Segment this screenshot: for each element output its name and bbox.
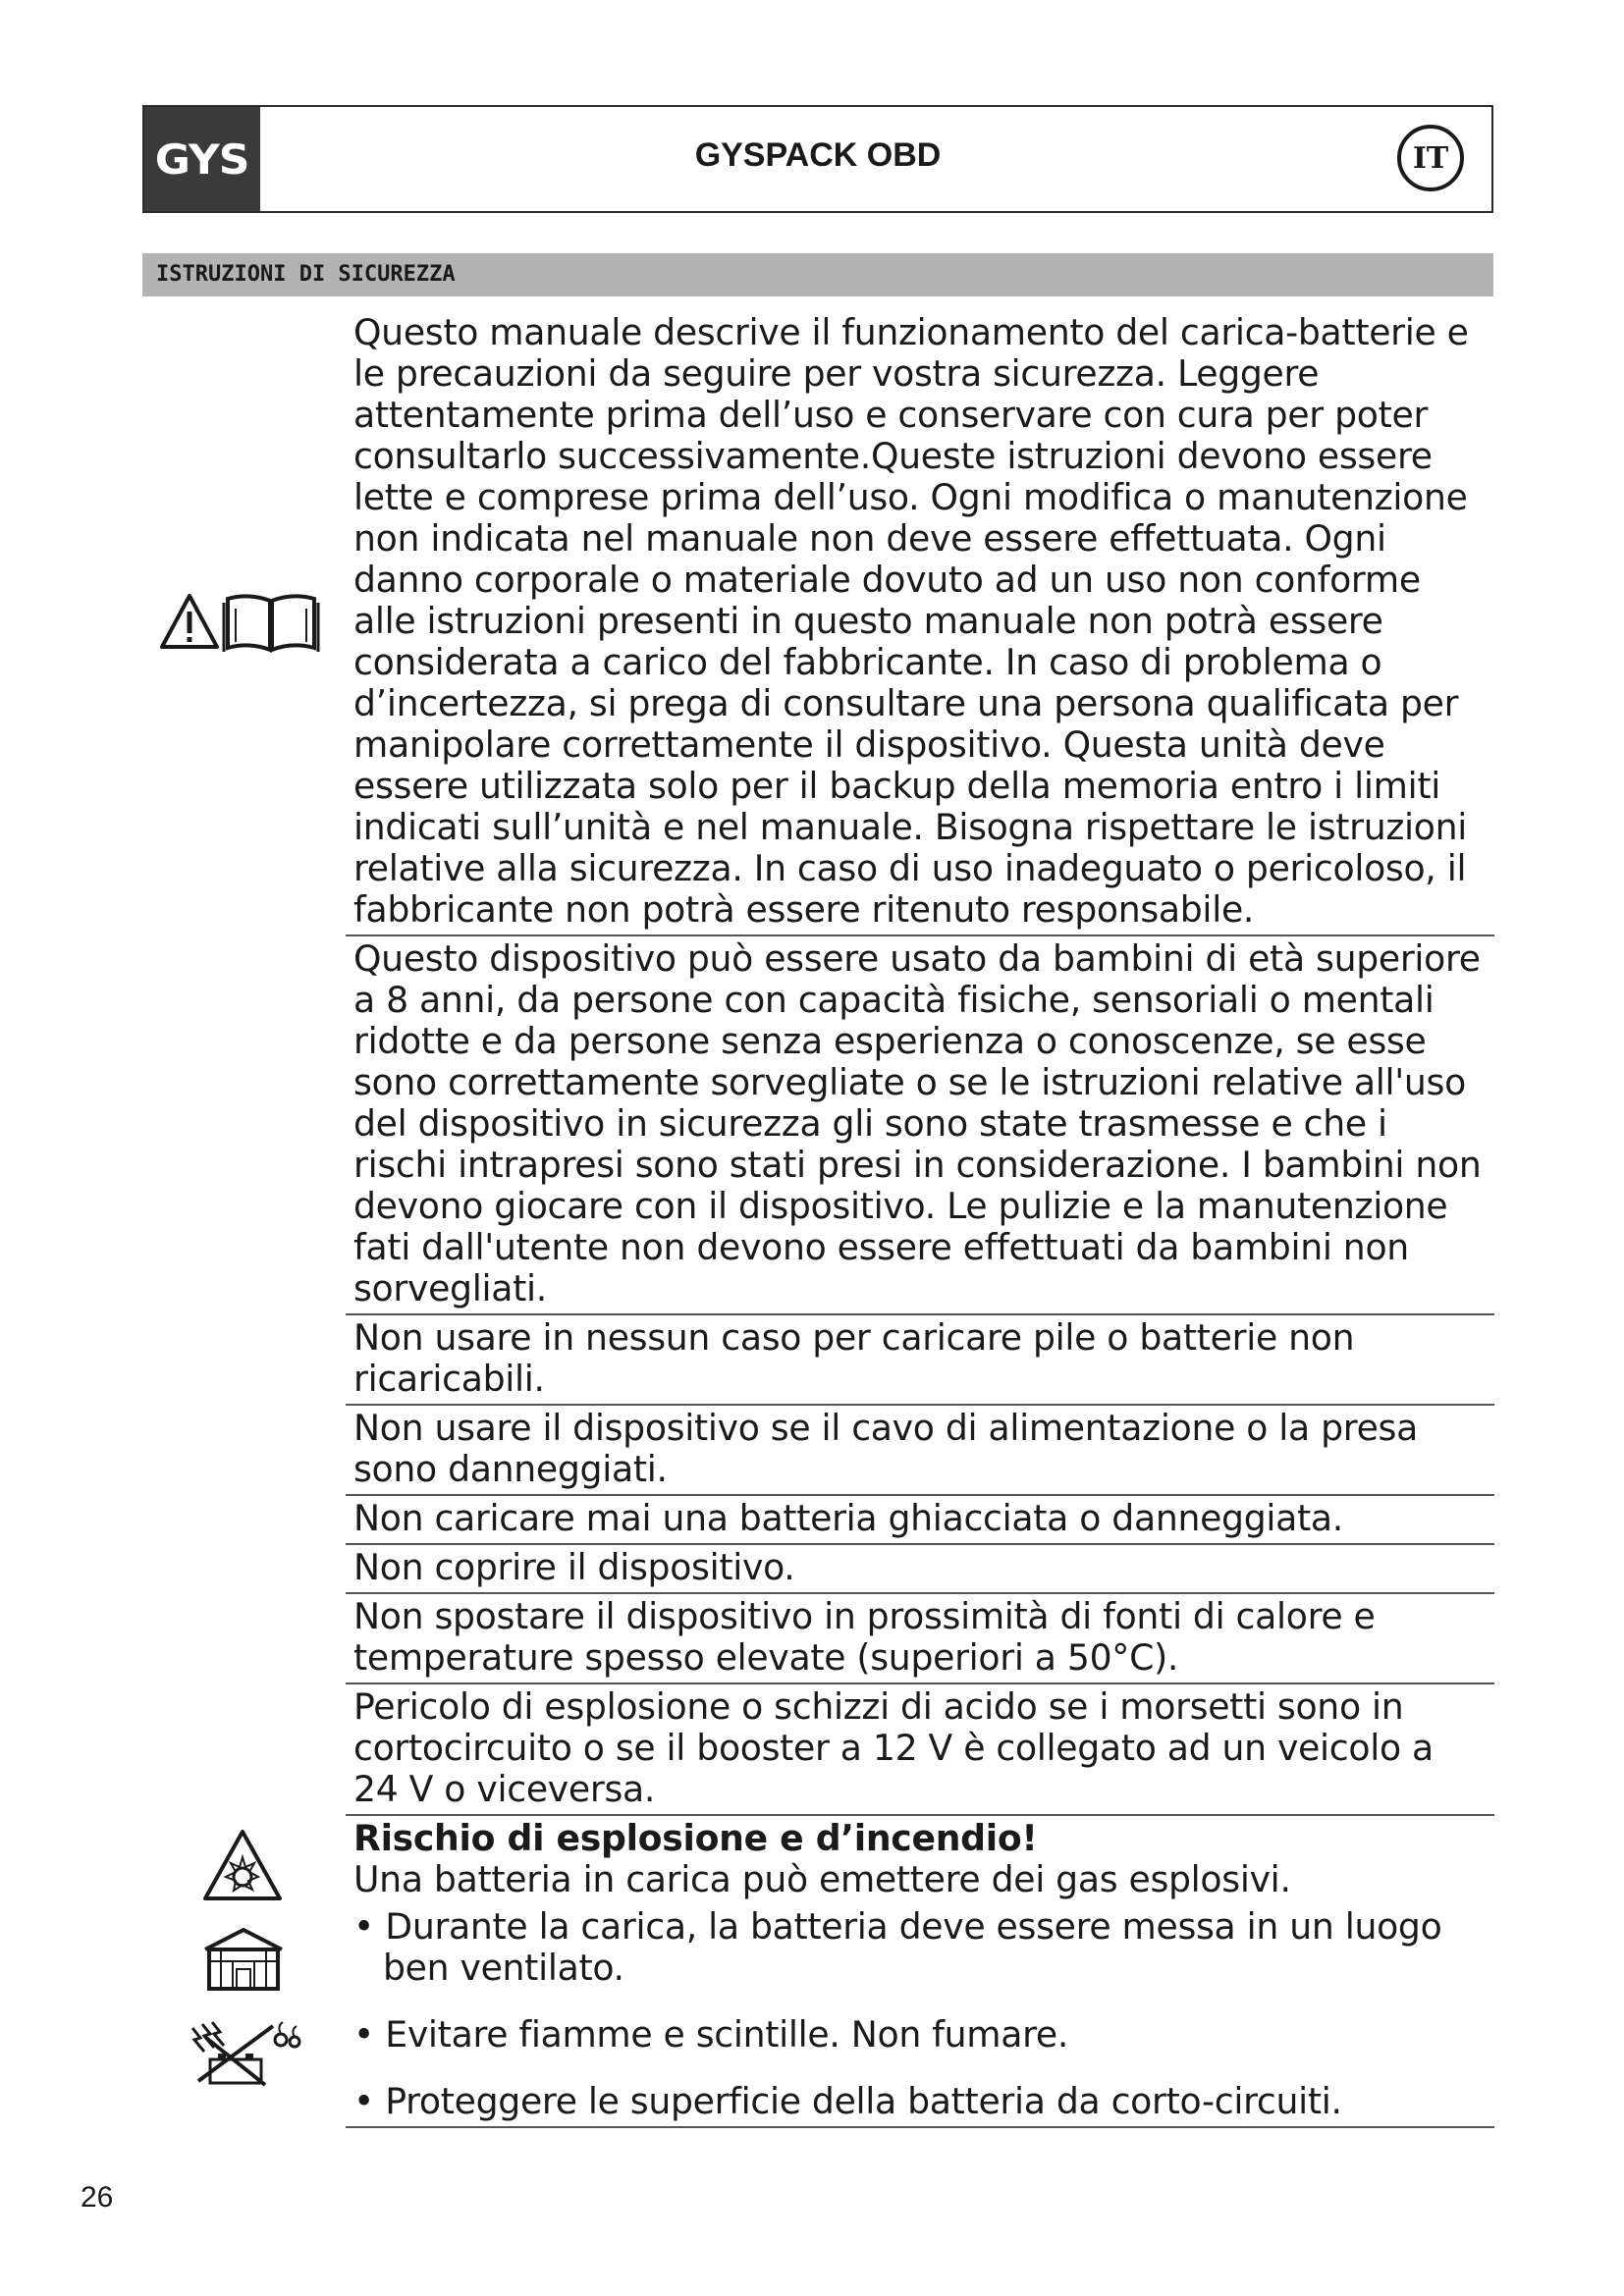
risk-bullet: • Durante la carica, la batteria deve essere messa in un luogo ben ventilato.: [353, 1905, 1442, 1989]
safety-paragraph: Pericolo di esplosione o schizzi di acido se i morsetti sono in cortocircuito o se il booster a 12 V è collegato ad un veicolo a 24 V o viceversa.: [346, 1684, 1494, 1816]
safety-paragraph: Questo manuale descrive il funzionamento del carica-batterie e le precauzioni da seguire per vostra sicurezza. Leggere attentamente prima dell’uso e conservare con cura per poter consultarlo successivamente.Queste istruzioni devono essere lette e comprese prima dell’uso. Ogni modifica o manutenzione non indicata nel manuale non deve essere effettuata. Ogni danno corporale o materiale dovuto ad un uso non conforme alle istruzioni presenti in questo manuale non potrà essere considerata a carico del fabbricante. In caso di problema o d’incertezza, si prega di consultare una persona qualificata per manipolare correttamente il dispositivo. Questa unità deve essere utilizzata solo per il backup della memoria entro i limiti indicati sull’unità e nel manuale. Bisogna rispettare le istruzioni relative alla sicurezza. In caso di uso inadeguato o pericoloso, il fabbricante non potrà essere ritenuto responsabile.: [346, 312, 1494, 936]
risk-intro: Una batteria in carica può emettere dei gas esplosivi.: [353, 1858, 1291, 1900]
language-badge: IT: [1397, 125, 1464, 191]
safety-paragraph: Non caricare mai una batteria ghiacciata o danneggiata.: [346, 1496, 1494, 1545]
ventilated-room-icon: [199, 1926, 288, 1997]
no-flames-sparks-icon: [187, 2020, 302, 2093]
risk-title: Rischio di esplosione e d’incendio!: [353, 1817, 1038, 1859]
safety-paragraph: Non usare in nessun caso per caricare pile o batterie non ricaricabili.: [346, 1315, 1494, 1406]
safety-paragraph: Non usare il dispositivo se il cavo di alimentazione o la presa sono danneggiati.: [346, 1406, 1494, 1496]
page-header: [142, 105, 1493, 213]
safety-content: [346, 312, 1494, 2128]
section-title: ISTRUZIONI DI SICUREZZA: [156, 262, 456, 287]
risk-bullet: • Evitare fiamme e scintille. Non fumare.: [353, 2013, 1069, 2056]
explosion-warning-icon: [201, 1828, 284, 1906]
gys-logo: GYS: [144, 107, 260, 211]
risk-bullet: • Proteggere le superficie della batteria da corto-circuiti.: [353, 2080, 1342, 2122]
safety-paragraph: Non coprire il dispositivo.: [346, 1545, 1494, 1594]
document-title: GYSPACK OBD: [694, 136, 942, 174]
safety-paragraph: Questo dispositivo può essere usato da bambini di età superiore a 8 anni, da persone con capacità fisiche, sensoriali o mentali ridotte e da persone senza esperienza o conoscenze, se esse sono correttamente sorvegliate o se le istruzioni relative all'uso del dispositivo in sicurezza gli sono state trasmesse e che i rischi intrapresi sono stati presi in considerazione. I bambini non devono giocare con il dispositivo. Le pulizie e la manutenzione fati dall'utente non devono essere effettuati da bambini non sorvegliati.: [346, 936, 1494, 1315]
page-number: 26: [81, 2181, 114, 2214]
risk-block: [346, 1816, 1494, 2128]
section-header: [142, 253, 1493, 296]
warning-icon: [159, 592, 220, 655]
safety-paragraph: Non spostare il dispositivo in prossimità di fonti di calore e temperature spesso elevate (superiori a 50°C).: [346, 1594, 1494, 1684]
manual-book-icon: [222, 591, 320, 658]
